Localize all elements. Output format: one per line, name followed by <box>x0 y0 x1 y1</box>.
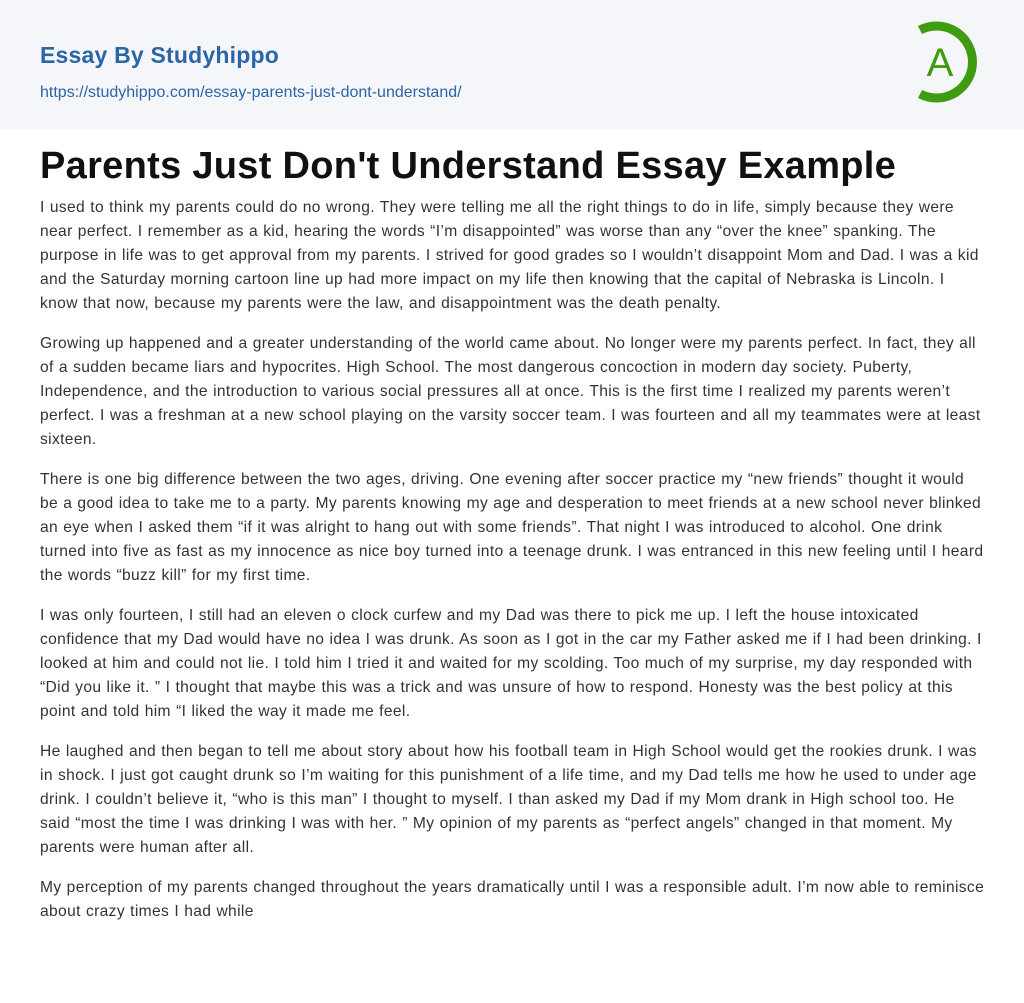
essay-paragraph: There is one big difference between the two ages, driving. One evening after soccer practice my “new friends” thought it would be a good idea to take me to a party. My parents knowing my age and desperation to meet friends at a new school never blinked an eye when I asked them “if it was alright to hang out with some friends”. That night I was introduced to alcohol. One drink turned into five as fast as my innocence as nice boy turned into a teenage drunk. I was entranced in this new feeling until I heard the words “buzz kill” for my first time. <box>40 471 984 584</box>
site-header <box>0 0 1024 129</box>
essay-paragraph: I was only fourteen, I still had an eleven o clock curfew and my Dad was there to pick me up. I left the house intoxicated confidence that my Dad would have no idea I was drunk. As soon as I got in the car my Father asked me if I had been drinking. I looked at him and could not lie. I told him I tried it and waited for my scolding. Too much of my surprise, my day responded with “Did you like it. ” I thought that maybe this was a trick and was unsure of how to respond. Honesty was the best policy at this point and told him “I liked the way it made me feel. <box>40 607 982 720</box>
essay-url-link[interactable]: https://studyhippo.com/essay-parents-just-dont-understand/ <box>40 84 462 101</box>
svg-text:A: A <box>926 41 954 85</box>
page-title: Parents Just Don't Understand Essay Example <box>40 145 897 187</box>
essay-paragraph: He laughed and then began to tell me about story about how his football team in High School would get the rookies drunk. I was in shock. I just got caught drunk so I’m waiting for this punishment of a life time, and my Dad tells me how he used to under age drink. I couldn’t believe it, “who is this man” I thought to myself. I than asked my Dad if my Mom drank in High school too. He said “most the time I was drinking I was with her. ” My opinion of my parents as “perfect angels” changed in that moment. My parents were human after all. <box>40 743 977 856</box>
studyhippo-logo-icon[interactable] <box>912 18 988 106</box>
site-title: Essay By Studyhippo <box>40 42 279 68</box>
essay-body <box>40 196 986 940</box>
essay-paragraph: I used to think my parents could do no wrong. They were telling me all the right things to do in life, simply because they were near perfect. I remember as a kid, hearing the words “I’m disappointed” was worse than any “over the knee” spanking. The purpose in life was to get approval from my parents. I strived for good grades so I wouldn’t disappoint Mom and Dad. I was a kid and the Saturday morning cartoon line up had more impact on my life then knowing that the capital of Nebraska is Lincoln. I know that now, because my parents were the law, and disappointment was the death penalty. <box>40 199 979 312</box>
essay-paragraph: Growing up happened and a greater understanding of the world came about. No longer were my parents perfect. In fact, they all of a sudden became liars and hypocrites. High School. The most dangerous concoction in modern day society. Puberty, Independence, and the introduction to various social pressures all at once. This is the first time I realized my parents weren’t perfect. I was a freshman at a new school playing on the varsity soccer team. I was fourteen and all my teammates were at least sixteen. <box>40 335 981 448</box>
essay-paragraph: My perception of my parents changed throughout the years dramatically until I was a responsible adult. I’m now able to reminisce about crazy times I had while <box>40 879 985 920</box>
